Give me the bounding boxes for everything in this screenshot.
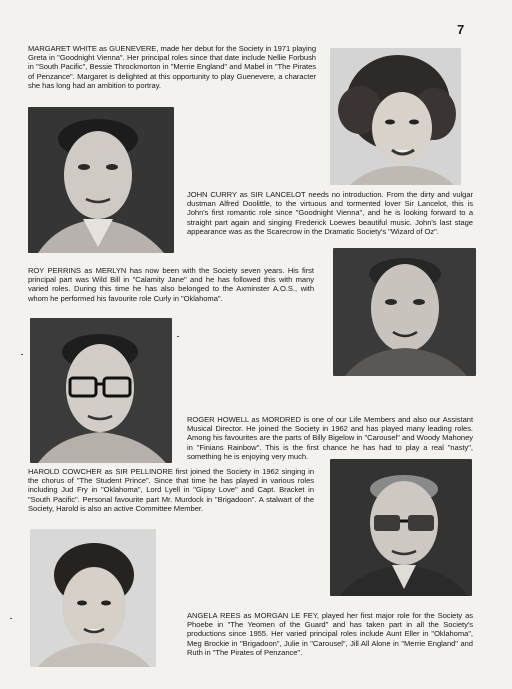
- portrait-roy-perrins: [333, 248, 476, 376]
- portrait-roy-perrins-image: [333, 248, 476, 376]
- bio-john-curry: JOHN CURRY as SIR LANCELOT needs no introduction. From the dirty and vulgar dustman Alfred Doolittle, to the virtuous and tormented lover Sir Lancelot, this is John's first romantic role since "Goodnight Vienna", and he is looking forward to a straight part again and singing Frederick Loewes beautiful music. John's last stage appearance was as the Scarecrow in the Dramatic Society's "Wizard of Oz".: [187, 190, 473, 236]
- portrait-margaret-white-image: [330, 48, 461, 185]
- portrait-margaret-white: [330, 48, 461, 185]
- portrait-harold-cowcher: [330, 459, 472, 596]
- bio-roger-howell: ROGER HOWELL as MORDRED is one of our Life Members and also our Assistant Musical Director. He joined the Society in 1962 and has played many leading roles. Among his favourites are the parts of Billy Bigelow in "Carousel" and Woody Mahoney in "Finians Rainbow". This is the first chance he has had to play a real "nasty", something he is enjoying very much.: [187, 415, 473, 461]
- scan-speck: [21, 354, 23, 355]
- page-number: 7: [457, 22, 465, 37]
- portrait-roger-howell: [30, 318, 172, 463]
- scan-speck: [10, 618, 12, 619]
- portrait-roger-howell-image: [30, 318, 172, 463]
- bio-harold-cowcher: HAROLD COWCHER as SIR PELLINORE first joined the Society in 1962 singing in the chorus of "The Student Prince". Since that time he has played in various roles including Jud Fry in "Oklahoma", Lord Lyell in "Gipsy Love" and Capt. Bracket in "South Pacific". Personal favourite part Mr. Murdock in "Brigadoon". A stalwart of the Society, Harold is also an active Committee Member.: [28, 467, 314, 513]
- portrait-angela-rees: [30, 529, 156, 667]
- bio-roy-perrins: ROY PERRINS as MERLYN has now been with the Society seven years. His first principal part was Wild Bill in "Calamity Jane" and he has followed this with many varied roles. During this time he has also belonged to the Axminster A.O.S., with whom he performed his favourite role Curly in "Oklahoma".: [28, 266, 314, 303]
- bio-angela-rees: ANGELA REES as MORGAN LE FEY, played her first major role for the Society as Phoebe in "The Yeomen of the Guard" and has taken part in all the Society's productions since 1955. Her varied principal roles include Aunt Eller in "Oklahoma", Meg Brockie in "Brigadoon", Julie in "Carousel", Jill All Alone in "Merrie England" and Ruth in "The Pirates of Penzance".: [187, 611, 473, 657]
- portrait-harold-cowcher-image: [330, 459, 472, 596]
- bio-margaret-white: MARGARET WHITE as GUENEVERE, made her debut for the Society in 1971 playing Greta in "Goodnight Vienna". Her principal roles since that date include Nellie Forbush in "South Pacific", Bessie Throckmorton in "Merrie England" and Mabel in "The Pirates of Penzance". Margaret is delighted at this opportunity to play Guenevere, a character she has long had an ambition to portray.: [28, 44, 316, 90]
- portrait-angela-rees-image: [30, 529, 156, 667]
- portrait-john-curry: [28, 107, 174, 253]
- scan-speck: [177, 336, 179, 337]
- portrait-john-curry-image: [28, 107, 174, 253]
